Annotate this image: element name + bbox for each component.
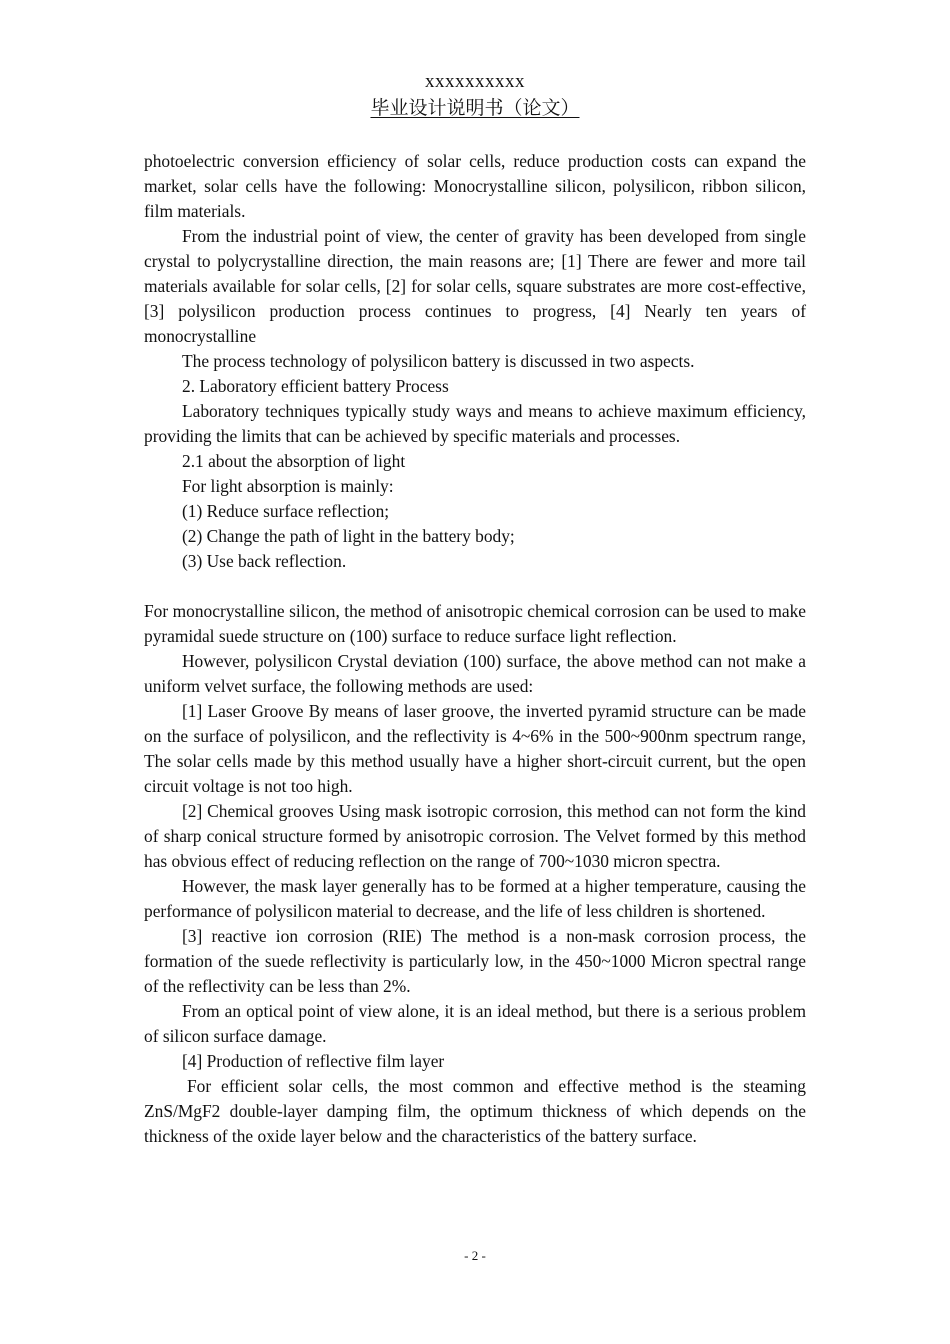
paragraph: For light absorption is mainly: — [182, 476, 394, 496]
paragraph: However, polysilicon Crystal deviation (100) surface, the above method can not make a uniform velvet surface, the following methods are used: — [144, 651, 806, 696]
page-number: - 2 - — [464, 1248, 486, 1263]
paragraph: [3] reactive ion corrosion (RIE) The method is a non-mask corrosion process, the formation of the suede reflectivity is particularly low, in the 450~1000 Micron spectral range of the reflectivity can be less than 2%. — [144, 926, 806, 996]
section-heading: 2. Laboratory efficient battery Process — [182, 376, 449, 396]
paragraph: From the industrial point of view, the center of gravity has been developed from single crystal to polycrystalline direction, the main reasons are; [1] There are fewer and more tail materials available for solar cells, [2] for solar cells, square substrates are more cost-effective, [3] polysilicon production process continues to progress, [4] Nearly ten years of monocrystalline — [144, 226, 806, 346]
paragraph: photoelectric conversion efficiency of solar cells, reduce production costs can expand the market, solar cells have the following: Monocrystalline silicon, polysilicon, ribbon silicon, film materials. — [144, 151, 806, 221]
document-title: 毕业设计说明书（论文） — [370, 97, 580, 119]
paragraph: From an optical point of view alone, it is an ideal method, but there is a serious problem of silicon surface damage. — [144, 1001, 806, 1046]
paragraph: [4] Production of reflective film layer — [182, 1051, 445, 1071]
paragraph: For efficient solar cells, the most common and effective method is the steaming ZnS/MgF2 double-layer damping film, the optimum thickness of which depends on the thickness of the oxide layer below and the characteristics of the battery surface. — [144, 1076, 806, 1146]
list-item: (2) Change the path of light in the battery body; — [182, 526, 515, 546]
body-text — [144, 149, 806, 1149]
paragraph: [1] Laser Groove By means of laser groove, the inverted pyramid structure can be made on the surface of polysilicon, and the reflectivity is 4~6% in the 500~900nm spectrum range, The solar cells made by this method usually have a higher short-circuit current, but the open circuit voltage is not too high. — [144, 701, 806, 796]
paragraph: Laboratory techniques typically study ways and means to achieve maximum efficiency, providing the limits that can be achieved by specific materials and processes. — [144, 401, 806, 446]
paragraph: The process technology of polysilicon battery is discussed in two aspects. — [182, 351, 695, 371]
paragraph: However, the mask layer generally has to be formed at a higher temperature, causing the performance of polysilicon material to decrease, and the life of less children is shortened. — [144, 876, 806, 921]
list-item: (3) Use back reflection. — [182, 551, 347, 571]
page-header — [0, 70, 950, 122]
list-item: (1) Reduce surface reflection; — [182, 501, 390, 521]
blank-line — [144, 574, 806, 599]
paragraph: For monocrystalline silicon, the method of anisotropic chemical corrosion can be used to make pyramidal suede structure on (100) surface to reduce surface light reflection. — [144, 601, 806, 646]
subsection-heading: 2.1 about the absorption of light — [182, 451, 406, 471]
paragraph: [2] Chemical grooves Using mask isotropic corrosion, this method can not form the kind of sharp conical structure formed by anisotropic corrosion. The Velvet formed by this method has obvious effect of reducing reflection on the range of 700~1030 micron spectra. — [144, 801, 806, 871]
document-code: xxxxxxxxxx — [425, 71, 525, 92]
